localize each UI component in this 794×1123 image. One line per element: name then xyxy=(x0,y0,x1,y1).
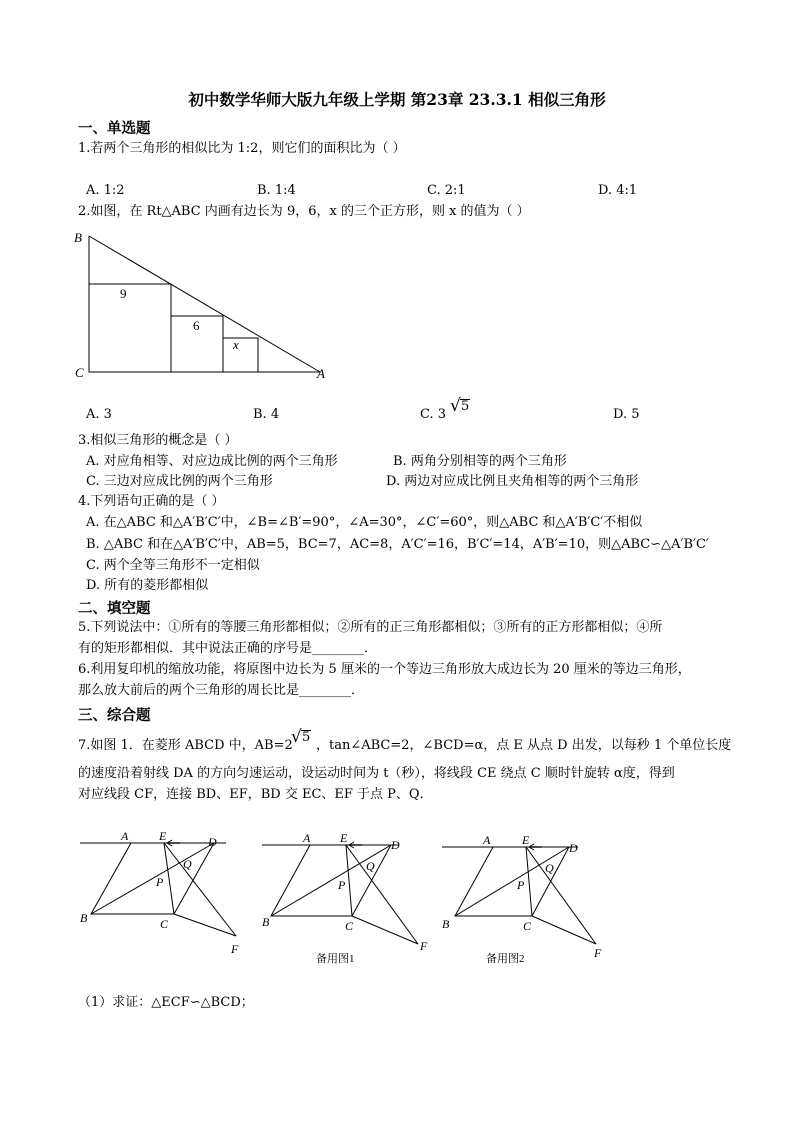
q2-square-x xyxy=(223,338,258,372)
label-d: D xyxy=(208,835,217,849)
q3-stem: 3.相似三角形的概念是（ ） xyxy=(78,433,238,448)
label-f: F xyxy=(594,946,602,960)
q4-option-b[interactable]: B. △ABC 和在△A′B′C′中，AB=5，BC=7，AC=8，A′C′=16，B′C′=14，A′B′=10，则△ABC∽△A′B′C′ xyxy=(86,537,709,552)
label-p: P xyxy=(338,878,346,892)
q3-option-d[interactable]: D. 两边对应成比例且夹角相等的两个三角形 xyxy=(386,474,639,489)
q1-option-b[interactable]: B. 1:4 xyxy=(257,183,296,198)
caption-backup-2: 备用图2 xyxy=(486,953,525,965)
label-p: P xyxy=(517,878,525,892)
segment-ce xyxy=(346,845,352,916)
section-heading-fill-in: 二、填空题 xyxy=(78,600,151,617)
label-d: D xyxy=(391,838,400,852)
q7-line-2: 的速度沿着射线 DA 的方向匀速运动，设运动时间为 t（秒），将线段 CE 绕点 C 顺时针旋转 α度，得到 xyxy=(78,766,675,781)
q2-label-6: 6 xyxy=(193,318,200,333)
section-heading-comprehensive: 三、综合题 xyxy=(78,707,151,724)
section-heading-single-choice: 一、单选题 xyxy=(78,120,151,137)
q1-stem: 1.若两个三角形的相似比为 1:2，则它们的面积比为（ ） xyxy=(78,141,406,156)
label-d: D xyxy=(569,841,578,855)
q2-label-b: B xyxy=(74,230,82,245)
page-title: 初中数学华师大版九年级上学期 第23章 23.3.1 相似三角形 xyxy=(188,90,606,109)
q4-option-d[interactable]: D. 所有的菱形都相似 xyxy=(86,578,209,593)
q4-option-c[interactable]: C. 两个全等三角形不一定相似 xyxy=(86,558,260,573)
q2-label-c: C xyxy=(75,365,84,380)
q2-option-b[interactable]: B. 4 xyxy=(253,407,280,422)
label-f: F xyxy=(420,939,428,953)
q2-option-c-radicand: 5 xyxy=(461,399,470,414)
label-a: A xyxy=(303,831,311,845)
q3-option-a[interactable]: A. 对应角相等、对应边成比例的两个三角形 xyxy=(86,454,338,469)
q2-option-d[interactable]: D. 5 xyxy=(613,407,640,422)
label-c: C xyxy=(345,919,354,933)
label-e: E xyxy=(522,833,530,847)
label-f: F xyxy=(231,942,239,956)
label-q: Q xyxy=(183,857,192,871)
q2-label-a: A xyxy=(317,366,325,381)
q2-square-9 xyxy=(89,284,171,372)
q2-hypotenuse-ba xyxy=(89,236,320,372)
q7-figure-backup-2 xyxy=(438,826,613,966)
label-b: B xyxy=(442,917,450,931)
q4-stem: 4.下列语句正确的是（ ） xyxy=(78,494,225,509)
label-q: Q xyxy=(366,859,375,873)
diagonal-bd xyxy=(455,847,569,916)
q3-option-c[interactable]: C. 三边对应成比例的两个三角形 xyxy=(86,474,273,489)
diagonal-bd xyxy=(91,843,214,914)
sqrt-symbol: √ xyxy=(450,396,461,416)
diagonal-bd xyxy=(271,845,391,916)
q6-line-1: 6.利用复印机的缩放功能，将原图中边长为 5 厘米的一个等边三角形放大成边长为 20 厘米的等边三角形， xyxy=(78,662,691,677)
label-a: A xyxy=(121,829,129,843)
caption-backup-1: 备用图1 xyxy=(316,953,355,965)
q2-option-c[interactable] xyxy=(420,397,480,423)
q2-stem: 2.如图，在 Rt△ABC 内画有边长为 9，6，x 的三个正方形，则 x 的值为（ ） xyxy=(78,204,530,219)
label-p: P xyxy=(156,875,164,889)
q5-line-2: 有的矩形都相似．其中说法正确的序号是________． xyxy=(78,641,378,656)
label-c: C xyxy=(160,917,169,931)
q3-option-b[interactable]: B. 两角分别相等的两个三角形 xyxy=(393,454,567,469)
q2-label-9: 9 xyxy=(120,286,127,301)
q2-option-a[interactable]: A. 3 xyxy=(86,407,112,422)
q2-option-c-prefix: C. 3 xyxy=(420,407,447,422)
segment-cf xyxy=(174,914,236,936)
q2-label-x: x xyxy=(233,337,239,352)
q7-line-1-post: ，tan∠ABC=2，∠BCD=α，点 E 从点 D 出发，以每秒 1 个单位长度 xyxy=(316,738,732,753)
q7-line-1 xyxy=(78,729,738,755)
label-a: A xyxy=(483,833,491,847)
q1-option-a[interactable]: A. 1:2 xyxy=(86,183,125,198)
q1-option-c[interactable]: C. 2:1 xyxy=(427,183,466,198)
q1-option-d[interactable]: D. 4:1 xyxy=(598,183,638,198)
q7-line-3: 对应线段 CF，连接 BD、EF，BD 交 EC、EF 于点 P、Q． xyxy=(78,787,433,802)
label-c: C xyxy=(523,919,532,933)
label-q: Q xyxy=(545,861,554,875)
q4-option-a[interactable]: A. 在△ABC 和△A′B′C′中，∠B=∠B′=90°，∠A=30°，∠C′=60°，则△ABC 和△A′B′C′不相似 xyxy=(86,515,643,530)
label-b: B xyxy=(80,911,88,925)
q7-radicand: 5 xyxy=(302,730,311,745)
segment-ef xyxy=(164,843,236,936)
label-e: E xyxy=(340,831,348,845)
q7-line-1-pre: 7.如图 1．在菱形 ABCD 中，AB=2 xyxy=(78,738,293,753)
segment-ce xyxy=(526,847,532,916)
q5-line-1: 5.下列说法中：①所有的等腰三角形都相似；②所有的正三角形都相似；③所有的正方形都相似；④所 xyxy=(78,620,663,635)
sqrt-symbol: √ xyxy=(291,727,302,747)
q2-triangle-figure xyxy=(70,226,340,386)
q6-line-2: 那么放大前后的两个三角形的周长比是________． xyxy=(78,683,365,698)
label-b: B xyxy=(262,915,270,929)
label-e: E xyxy=(159,829,167,843)
q7-figure-1 xyxy=(76,826,251,961)
q7-figure-backup-1 xyxy=(258,826,433,966)
q7-sub-question-1: （1）求证：△ECF∽△BCD； xyxy=(78,995,254,1010)
